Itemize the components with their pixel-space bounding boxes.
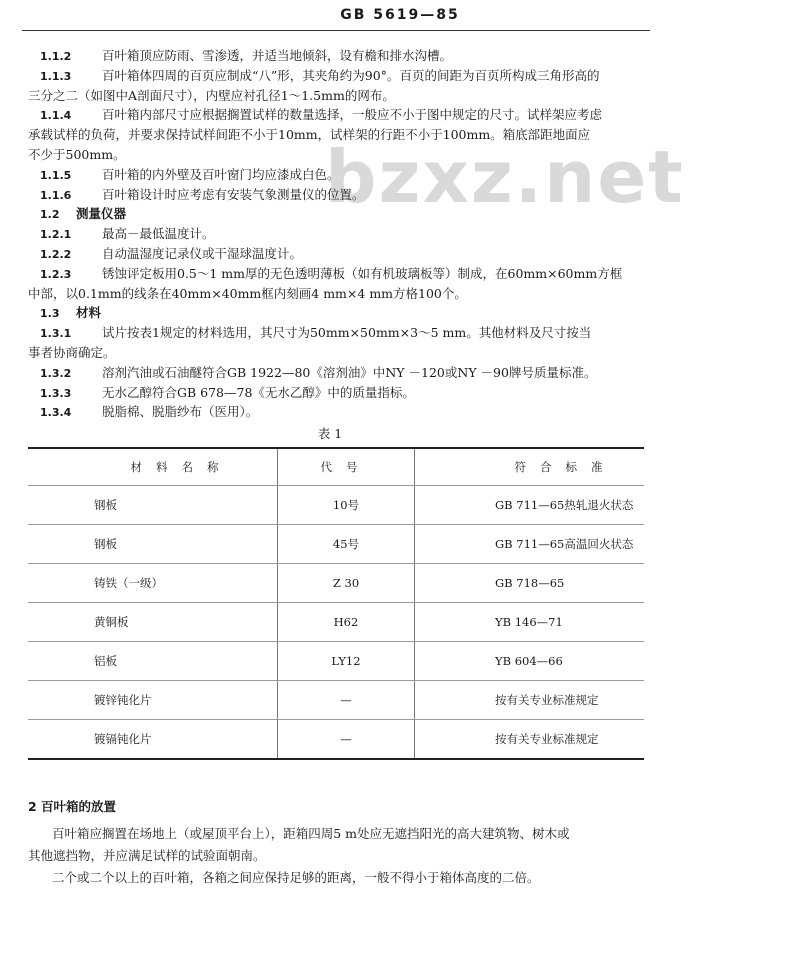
table-row	[28, 603, 644, 642]
clause-text: 不少于500mm。	[28, 147, 126, 162]
clause-number: 1.1.2	[40, 50, 72, 63]
clause-text: 百叶箱的内外壁及百叶窗门均应漆成白色。	[102, 166, 340, 182]
clause-number: 1.1.4	[40, 109, 72, 123]
cell-material: 黄铜板	[28, 603, 278, 642]
clause-text: 百叶箱内部尺寸应根据搁置试样的数量选择，一般应不小于图中规定的尺寸。试样架应考虑	[102, 107, 603, 123]
cell-code: H62	[278, 603, 415, 642]
paragraph-line	[40, 402, 258, 422]
table-row	[28, 681, 644, 720]
clause-text: 事者协商确定。	[28, 345, 116, 360]
paragraph-line	[40, 46, 452, 66]
paragraph-line	[40, 383, 415, 403]
clause-text: 百叶箱设计时应考虑有安装气象测量仪的位置。	[102, 186, 365, 202]
clause-text: 脱脂棉、脱脂纱布（医用）。	[102, 404, 259, 420]
clause-number: 1.3	[40, 307, 60, 321]
paragraph-line	[28, 125, 590, 144]
paragraph-line	[40, 66, 599, 86]
clause-text: 试片按表1规定的材料选用，其尺寸为50mm×50mm×3～5 mm。其他材料及尺寸按当	[102, 325, 592, 341]
cell-material: 铸铁（一级）	[28, 564, 278, 603]
paragraph-line	[28, 284, 467, 303]
header-rule	[22, 30, 650, 31]
clause-number: 1.3.3	[40, 386, 72, 400]
cell-standard: YB 604—66	[415, 642, 645, 681]
paragraph-line	[40, 363, 596, 383]
clause-text: 最高－最低温度计。	[102, 226, 215, 242]
cell-material: 钢板	[28, 486, 278, 525]
paragraph-line	[40, 244, 302, 264]
table-row	[28, 486, 644, 525]
paragraph-line	[40, 323, 591, 343]
cell-standard: 按有关专业标准规定	[415, 720, 645, 760]
clause-text: 锈蚀评定板用0.5～1 mm厚的无色透明薄板（如有机玻璃板等）制成，在60mm×60mm方框	[102, 265, 623, 281]
clause-number: 1.2	[40, 208, 60, 222]
clause-number: 1.1.5	[40, 168, 72, 182]
section-2-line: 百叶箱应搁置在场地上（或屋顶平台上），距箱四周5 m处应无遮挡阳光的高大建筑物、树木或	[52, 826, 570, 841]
cell-standard: GB 711—65高温回火状态	[415, 525, 645, 564]
paragraph-line	[28, 145, 126, 164]
clause-heading: 材料	[76, 305, 102, 321]
clause-number: 1.3.2	[40, 366, 72, 380]
cell-material: 铝板	[28, 642, 278, 681]
cell-material: 镀镉钝化片	[28, 720, 278, 760]
cell-standard: YB 146—71	[415, 603, 645, 642]
paragraph-line	[28, 86, 395, 105]
table-caption: 表 1	[317, 426, 343, 441]
clause-text: 百叶箱体四周的百页应制成“八”形，其夹角约为90°。百页的间距为百页所构成三角形高的	[102, 67, 600, 83]
col-header-material: 材料名称	[28, 448, 278, 486]
paragraph-line	[40, 303, 101, 323]
paragraph-line	[40, 204, 126, 224]
cell-code: —	[278, 681, 415, 720]
clause-text: 三分之二（如图中A剖面尺寸），内壁应衬孔径1～1.5mm的网布。	[28, 87, 395, 103]
cell-code: —	[278, 720, 415, 760]
paragraph-line	[40, 185, 365, 205]
paragraph-line	[40, 224, 215, 244]
clause-heading: 测量仪器	[76, 206, 127, 222]
page-header: GB 5619—85	[340, 7, 460, 23]
section-2-heading: 2 百叶箱的放置	[28, 799, 117, 814]
clause-number: 1.1.6	[40, 188, 72, 202]
cell-standard: GB 711—65热轧退火状态	[415, 486, 645, 525]
clause-text: 自动温湿度记录仪或干湿球温度计。	[102, 246, 303, 261]
table-row	[28, 525, 644, 564]
clause-number: 1.3.1	[40, 327, 72, 341]
table-header-row	[28, 448, 644, 486]
clause-text: 溶剂汽油或石油醚符合GB 1922—80《溶剂油》中NY －120或NY －90牌号质量标准。	[102, 364, 597, 380]
table-row	[28, 642, 644, 681]
clause-number: 1.3.4	[40, 406, 72, 420]
cell-code: 10号	[278, 486, 415, 525]
clause-text: 百叶箱顶应防雨、雪渗透，并适当地倾斜，设有檐和排水沟槽。	[102, 48, 453, 63]
col-header-code: 代号	[278, 448, 415, 486]
watermark: bzxz.net	[325, 135, 685, 219]
cell-material: 钢板	[28, 525, 278, 564]
paragraph-line	[40, 165, 340, 185]
cell-standard: GB 718—65	[415, 564, 645, 603]
section-2-line: 二个或二个以上的百叶箱，各箱之间应保持足够的距离，一般不得小于箱体高度的二倍。	[52, 870, 540, 885]
clause-number: 1.2.3	[40, 267, 72, 281]
table-row	[28, 720, 644, 760]
cell-code: Z 30	[278, 564, 415, 603]
section-2-line: 其他遮挡物，并应满足试样的试验面朝南。	[28, 848, 266, 863]
clause-text: 无水乙醇符合GB 678—78《无水乙醇》中的质量指标。	[102, 384, 415, 400]
cell-material: 镀锌钝化片	[28, 681, 278, 720]
paragraph-line	[40, 264, 622, 284]
materials-table	[28, 447, 644, 760]
clause-number: 1.2.2	[40, 248, 72, 261]
clause-text: 承载试样的负荷，并要求保持试样间距不小于10mm，试样架的行距不小于100mm。箱底部距地面应	[28, 127, 591, 143]
clause-number: 1.2.1	[40, 228, 72, 242]
cell-standard: 按有关专业标准规定	[415, 681, 645, 720]
paragraph-line	[40, 105, 602, 125]
cell-code: LY12	[278, 642, 415, 681]
col-header-standard: 符合标准	[415, 448, 645, 486]
paragraph-line	[28, 343, 116, 362]
cell-code: 45号	[278, 525, 415, 564]
clause-number: 1.1.3	[40, 69, 72, 83]
clause-text: 中部，以0.1mm的线条在40mm×40mm框内刻画4 mm×4 mm方格100个。	[28, 285, 467, 301]
table-row	[28, 564, 644, 603]
